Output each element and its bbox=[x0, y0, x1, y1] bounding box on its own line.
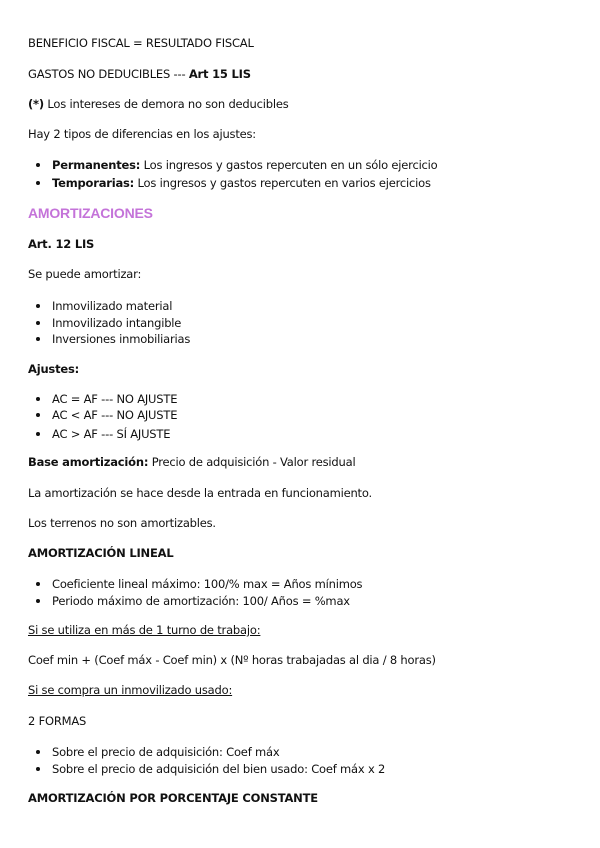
list-item: AC < AF --- NO AJUSTE bbox=[52, 408, 178, 422]
paragraph-base-amortizacion bbox=[28, 454, 355, 470]
paragraph-se-puede-amortizar: Se puede amortizar: bbox=[28, 267, 142, 281]
bullet-dot bbox=[36, 750, 40, 754]
gastos-text: GASTOS NO DEDUCIBLES --- bbox=[28, 67, 189, 81]
paragraph-intereses-demora bbox=[28, 96, 288, 112]
list-item: Inversiones inmobiliarias bbox=[52, 332, 191, 346]
list-item: Inmovilizado material bbox=[52, 299, 173, 313]
subheading-turno-trabajo: Si se utiliza en más de 1 turno de trabajo: bbox=[28, 623, 261, 637]
paragraph-entrada-funcionamiento: La amortización se hace desde la entrada en funcionamiento. bbox=[28, 486, 372, 500]
list-item-permanentes bbox=[52, 157, 438, 173]
list-item-text: Los ingresos y gastos repercuten en varios ejercicios bbox=[134, 176, 431, 190]
list-item-label: Temporarias: bbox=[52, 176, 135, 190]
list-item: Coeficiente lineal máximo: 100/% max = Años mínimos bbox=[52, 577, 363, 591]
list-item-text: Los ingresos y gastos repercuten en un sólo ejercicio bbox=[140, 158, 438, 172]
list-item: Inmovilizado intangible bbox=[52, 316, 182, 330]
list-item: AC > AF --- SÍ AJUSTE bbox=[52, 427, 171, 441]
bullet-dot bbox=[36, 432, 40, 436]
list-item: Sobre el precio de adquisición: Coef máx bbox=[52, 745, 280, 759]
list-item-label: Permanentes: bbox=[52, 158, 141, 172]
heading-porcentaje-constante: AMORTIZACIÓN POR PORCENTAJE CONSTANTE bbox=[28, 791, 318, 805]
bullet-dot bbox=[36, 397, 40, 401]
list-item: Periodo máximo de amortización: 100/ Años = %max bbox=[52, 594, 350, 608]
paragraph-tipos-diferencias: Hay 2 tipos de diferencias en los ajustes: bbox=[28, 127, 256, 141]
list-item: AC = AF --- NO AJUSTE bbox=[52, 392, 178, 406]
article-reference: Art. 12 LIS bbox=[28, 237, 95, 251]
bullet-dot bbox=[36, 181, 40, 185]
list-item: Sobre el precio de adquisición del bien usado: Coef máx x 2 bbox=[52, 762, 386, 776]
paragraph-dos-formas: 2 FORMAS bbox=[28, 714, 87, 728]
list-item-temporarias bbox=[52, 175, 431, 191]
asterisk-note: (*) bbox=[28, 97, 44, 111]
heading-amortizaciones: AMORTIZACIONES bbox=[28, 205, 153, 221]
bullet-dot bbox=[36, 767, 40, 771]
bullet-dot bbox=[36, 582, 40, 586]
base-label: Base amortización: bbox=[28, 455, 149, 469]
bullet-dot bbox=[36, 321, 40, 325]
paragraph-terrenos: Los terrenos no son amortizables. bbox=[28, 516, 216, 530]
bullet-dot bbox=[36, 337, 40, 341]
bullet-dot bbox=[36, 304, 40, 308]
paragraph-gastos-no-deducibles bbox=[28, 66, 251, 82]
gastos-article: Art 15 LIS bbox=[188, 67, 251, 81]
bullet-dot bbox=[36, 163, 40, 167]
bullet-dot bbox=[36, 599, 40, 603]
bullet-dot bbox=[36, 413, 40, 417]
ajustes-label: Ajustes: bbox=[28, 362, 80, 376]
paragraph-beneficio-fiscal: BENEFICIO FISCAL = RESULTADO FISCAL bbox=[28, 36, 254, 50]
formula-turno: Coef min + (Coef máx - Coef min) x (Nº horas trabajadas al dia / 8 horas) bbox=[28, 653, 436, 667]
heading-amortizacion-lineal: AMORTIZACIÓN LINEAL bbox=[28, 546, 174, 560]
subheading-inmovilizado-usado: Si se compra un inmovilizado usado: bbox=[28, 683, 233, 697]
base-text: Precio de adquisición - Valor residual bbox=[148, 455, 356, 469]
intereses-text: Los intereses de demora no son deducibles bbox=[43, 97, 289, 111]
